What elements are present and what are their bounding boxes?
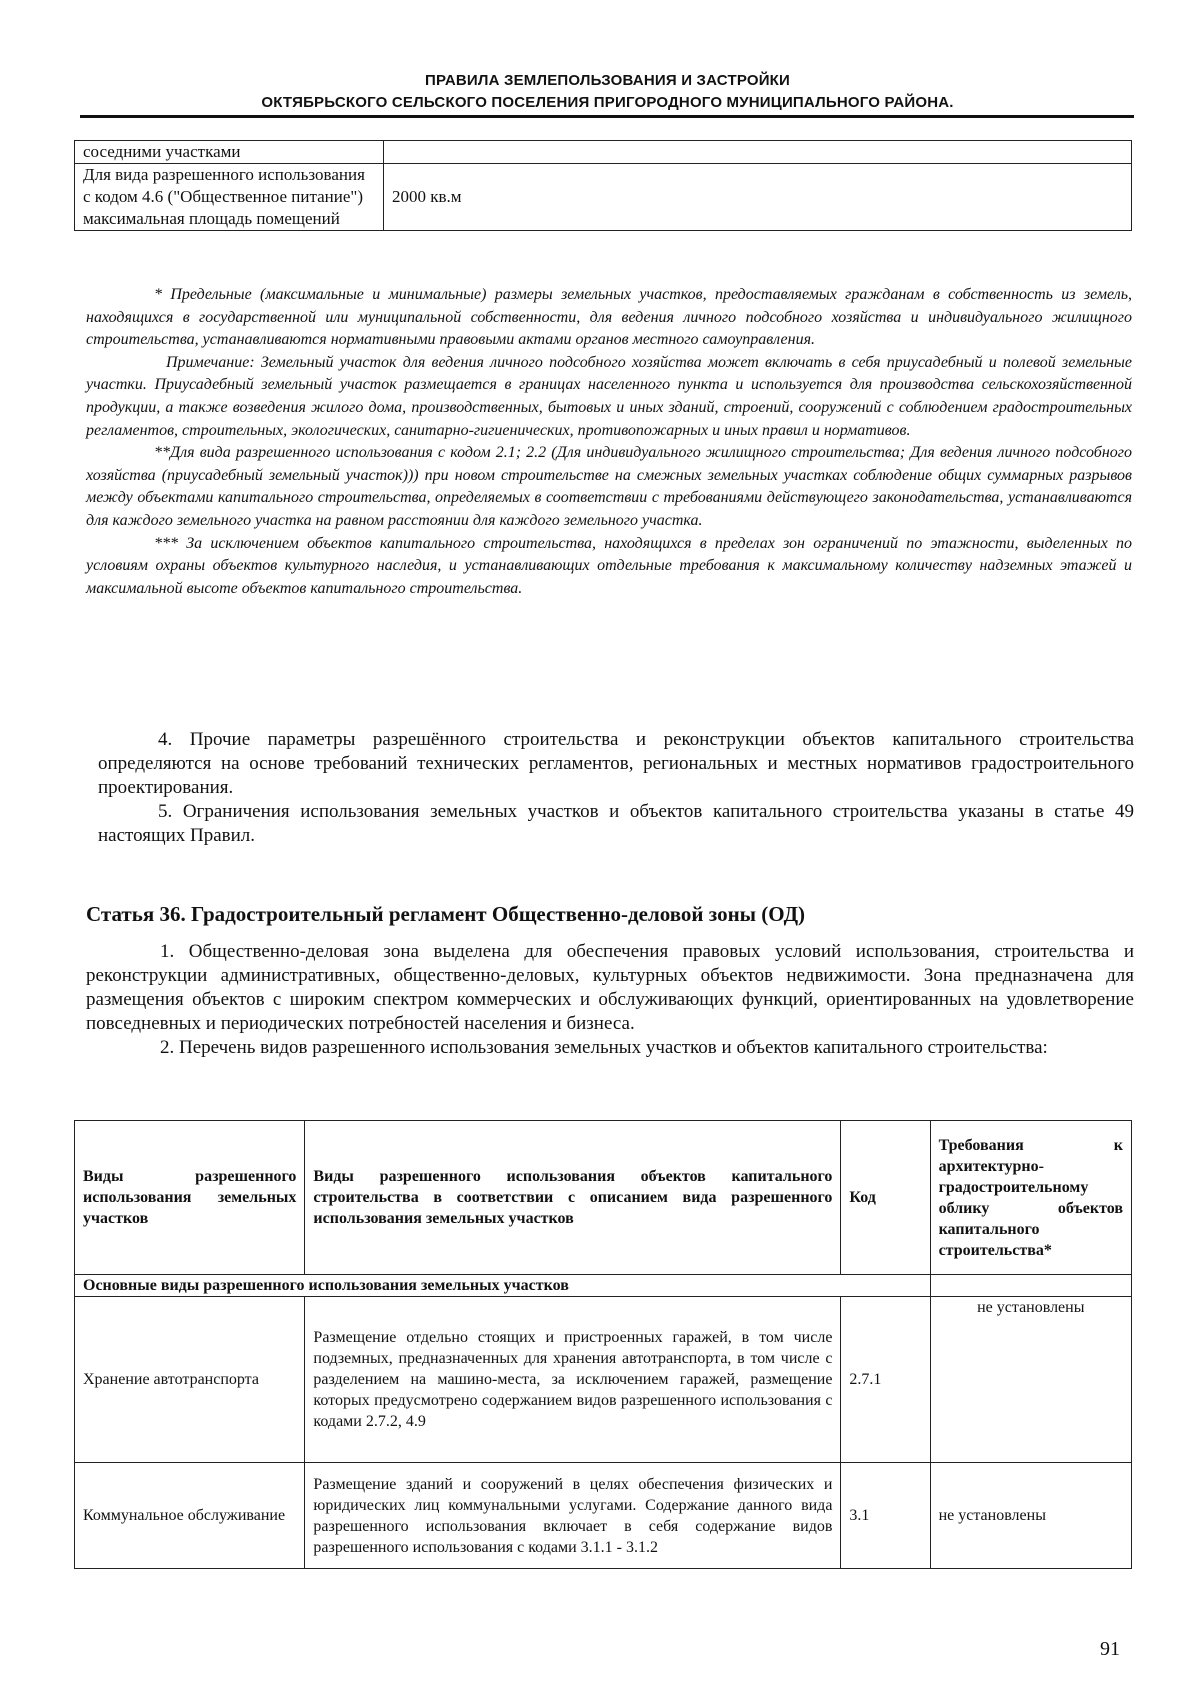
use-requirements: не установлены xyxy=(930,1463,1131,1569)
header-cell: Виды разрешенного использования земельных участков xyxy=(75,1121,305,1275)
table-row xyxy=(75,1297,1132,1463)
section-row xyxy=(75,1275,1132,1297)
table-row xyxy=(75,164,1132,231)
paragraph-5: 5. Ограничения использования земельных участков и объектов капитального строительства указаны в статье 49 настоящих Правил. xyxy=(98,801,1134,846)
header-rule xyxy=(80,115,1134,118)
footnote-2: **Для вида разрешенного использования с кодом 2.1; 2.2 (Для индивидуального жилищного строительства; Для ведения личного подсобного хозяйства (приусадебный земельный участок))) при новом строительстве на смежных земельных участках соблюдение общих суммарных разрывов между объектами капитального строительства, определяемых в соответствии с требованиями действующего законодательства, устанавливаются для каждого земельного участка на равном расстоянии для каждого земельного участка. xyxy=(86,444,1132,529)
table-cell: 2000 кв.м xyxy=(384,164,1132,231)
header-cell: Требования к архитектурно-градостроительному облику объектов капитального строительства* xyxy=(930,1121,1131,1275)
section-cell: Основные виды разрешенного использования земельных участков xyxy=(75,1275,931,1297)
table-cell: Для вида разрешенного использования с кодом 4.6 ("Общественное питание") максимальная площадь помещений xyxy=(75,164,384,231)
footnote-note: Примечание: Земельный участок для ведения личного подсобного хозяйства может включать в себя приусадебный и полевой земельные участки. Приусадебный земельный участок размещается в границах населенного пункта и используется для производства сельскохозяйственной продукции, а также возведения жилого дома, производственных, бытовых и иных зданий, строений, сооружений с соблюдением градостроительных регламентов, строительных, экологических, санитарно-гигиенических, противопожарных и иных правил и нормативов. xyxy=(86,353,1132,439)
use-code: 3.1 xyxy=(841,1463,930,1569)
use-description: Размещение отдельно стоящих и пристроенных гаражей, в том числе подземных, предназначенных для хранения автотранспорта, в том числе с разделением на машино-места, за исключением гаражей, размещение которых предусмотрено содержанием видов разрешенного использования с кодами 2.7.2, 4.9 xyxy=(305,1297,841,1463)
table-row xyxy=(75,141,1132,164)
article-paragraph-1: 1. Общественно-деловая зона выделена для обеспечения правовых условий использования, строительства и реконструкции административных, общественно-деловых, культурных объектов недвижимости. Зона предназначена для размещения объектов с широким спектром коммерческих и обслуживающих функций, ориентированных на удовлетворение повседневных и периодических потребностей населения и бизнеса. xyxy=(86,941,1134,1034)
running-header-line2: ОКТЯБРЬСКОГО СЕЛЬСКОГО ПОСЕЛЕНИЯ ПРИГОРОДНОГО МУНИЦИПАЛЬНОГО РАЙОНА. xyxy=(261,94,954,111)
table-cell: соседними участками xyxy=(75,141,384,164)
header-cell: Код xyxy=(841,1121,930,1275)
footnotes xyxy=(86,284,1132,600)
article-paragraphs xyxy=(86,940,1134,1060)
use-code: 2.7.1 xyxy=(841,1297,930,1463)
use-name: Коммунальное обслуживание xyxy=(75,1463,305,1569)
table-cell xyxy=(930,1275,1131,1297)
running-header-line1: ПРАВИЛА ЗЕМЛЕПОЛЬЗОВАНИЯ И ЗАСТРОЙКИ xyxy=(424,72,791,89)
use-name: Хранение автотранспорта xyxy=(75,1297,305,1463)
article-paragraph-2: 2. Перечень видов разрешенного использования земельных участков и объектов капитального строительства: xyxy=(160,1037,1048,1058)
use-description: Размещение зданий и сооружений в целях обеспечения физических и юридических лиц коммунальными услугами. Содержание данного вида разрешенного использования включает в себя содержание видов разрешенного использования с кодами 3.1.1 - 3.1.2 xyxy=(305,1463,841,1569)
footnote-3: *** За исключением объектов капитального строительства, находящихся в пределах зон ограничений по этажности, выделенных по условиям охраны объектов культурного наследия, и устанавливающих отдельные требования к максимальному количеству надземных этажей и максимальной высоте объектов капитального строительства. xyxy=(86,534,1132,597)
article-title: Статья 36. Градостроительный регламент Общественно-деловой зоны (ОД) xyxy=(86,902,806,926)
table-cell xyxy=(384,141,1132,164)
body-paragraphs xyxy=(98,728,1134,848)
use-requirements: не установлены xyxy=(930,1297,1131,1463)
table-header-row xyxy=(75,1121,1132,1275)
header-cell: Виды разрешенного использования объектов капитального строительства в соответствии с описанием вида разрешенного использования земельных участков xyxy=(305,1121,841,1275)
permitted-uses-table xyxy=(74,1120,1132,1569)
table-row xyxy=(75,1463,1132,1569)
paragraph-4: 4. Прочие параметры разрешённого строительства и реконструкции объектов капитального строительства определяются на основе требований технических регламентов, региональных и местных нормативов градостроительного проектирования. xyxy=(98,729,1134,798)
page-number: 91 xyxy=(1100,1638,1120,1660)
footnote-1: * Предельные (максимальные и минимальные) размеры земельных участков, предоставляемых гражданам в собственность из земель, находящихся в государственной или муниципальной собственности, для ведения личного подсобного хозяйства и индивидуального жилищного строительства, устанавливаются нормативными правовыми актами органов местного самоуправления. xyxy=(86,286,1132,349)
parameters-table xyxy=(74,140,1132,231)
